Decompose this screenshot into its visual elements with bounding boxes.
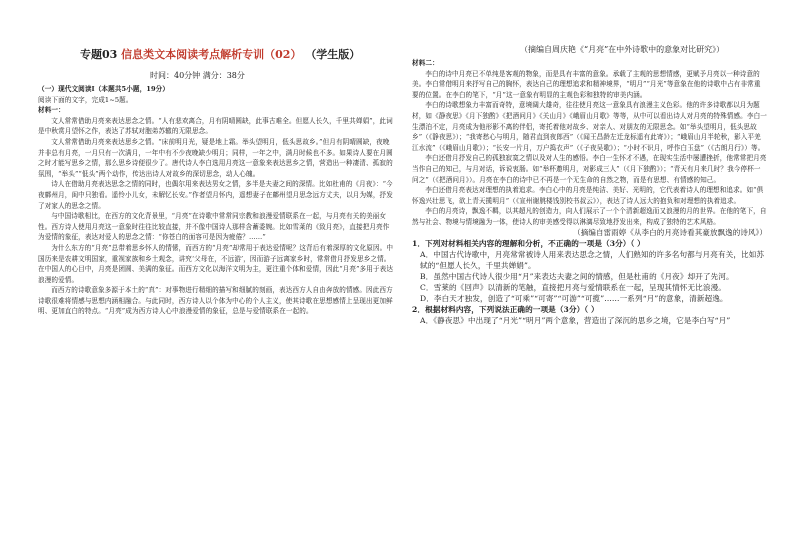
material2-label: 材料二： xyxy=(412,59,439,67)
q1-option-c: C．雪莱的《回声》以清新的笔触，直接把月亮与爱情联系在一起，呈现其情怀无比浪漫。 xyxy=(420,283,726,293)
page-title xyxy=(80,46,380,62)
title-suffix: （学生版） xyxy=(305,48,361,61)
q1-option-b: B．虽然中国古代诗人很少用“月”来表达夫妻之间的情感，但是杜甫的《月夜》却开了先河。 xyxy=(420,272,734,282)
paragraph: 李白的诗中月亮已不单纯是客观的物象，而是具有丰富的意象。承载了主观的思想情感，更赋予月亮以一种诗意的美。李白常借明月来抒写自己的胸怀，表达自己的理想追求和精神境界，“明月”“月光”等意象在他的诗歌中占有非常重要的位置。在李白的笔下，“月”这一意象有明显的主观色彩和独特的审美内涵。 xyxy=(412,69,761,99)
paragraph: 与中国诗歌相比，在西方的文化背景里，“月亮”在诗歌中常常同宗教和浪漫爱情联系在一起，与月亮有关的美丽女性。西方诗人使用月亮这一意象时往往比较直接，并不像中国诗人那样含蓄委婉。比如雪莱的《致月亮》，直接把月亮作为爱情的象征，表达对爱人的思念之情：“你苍白的面容可是因为疲倦？……” xyxy=(38,212,390,242)
q1-option-a: A．中国古代诗歌中，月亮常常被诗人用来表达思念之情，人们熟知的许多名句都与月亮有关，比如苏轼的“但愿人长久，千里共婵娟”。 xyxy=(420,250,765,271)
instruction: 阅读下面的文字，完成1~5题。 xyxy=(38,95,133,104)
paragraph: 而西方的诗歌意象多源于本土的“真”：对事物进行精细的描写和细腻的刻画，表达西方人自由奔放的情感。因此西方诗歌很难将情感与思想内涵相融合。与此同时，西方诗人以个体为中心的个人主义，使其诗歌在思想感情上呈现出更加鲜明、更加直白的特点。“月亮”成为西方诗人心中浪漫爱情的象征，总是与爱情联系在一起的。 xyxy=(38,286,393,316)
material1-label: 材料一： xyxy=(38,106,65,115)
left-column xyxy=(38,84,394,552)
paragraph: 李白的诗歌想象力丰富而奇特，意境阔大雄奇，往往使月亮这一意象具有浪漫主义色彩。他的许多诗歌都以月为题材，如《静夜思》《月下独酌》《把酒问月》《关山月》《峨眉山月歌》等等，从中可以看出诗人对月亮的特殊情感。李白一生漂泊不定，月亮成为他形影不离的伴侣，寄托着他对故乡、对亲人、对朋友的无限思念。如“举头望明月，低头思故乡”（《静夜思》）；“我寄愁心与明月，随君直到夜郎西”（《闻王昌龄左迁龙标遥有此寄》）；“峨眉山月半轮秋，影入平羌江水流”（《峨眉山月歌》）；“长安一片月，万户捣衣声”（《子夜吴歌》）；“小时不识月，呼作白玉盘”（《古朗月行》）等。 xyxy=(412,101,767,152)
question-1: 1．下列对材料相关内容的理解和分析，不正确的一项是（3分）（ ） xyxy=(412,239,645,249)
paragraph: 为什么东方的“月亮”总带着思乡怀人的情愫，而西方的“月亮”却常用于表达爱情呢？这背后有着深厚的文化原因。中国历来是农耕文明国家，重视家族和乡土观念，讲究‘父母在，不远游’，因而游子远离家乡时，常常借月抒发思乡之情。在中国人的心目中，月亮是团圆、美满的象征。而西方文化以海洋文明为主，更注重个体和爱情，因此“月亮”多用于表达浪漫的爱情。 xyxy=(38,243,394,284)
time-score-info: 时间：40分钟 满分：38分 xyxy=(150,71,245,80)
material2-source: （摘编自雷雨婷《从李白的月亮诗看其豪放飘逸的诗风》） xyxy=(573,227,767,237)
q2-option-a: A．《静夜思》中出现了“月光”“明月”两个意象，营造出了深沉的思乡之境，它是李白写“月” xyxy=(420,316,731,326)
paragraph: 李白的月亮诗，飘逸不羁，以其超凡的创造力，向人们展示了一个个清新超逸而又浪漫的月的世界。在他的笔下，自然与社会、物境与情境融为一体，使诗人的审美感受得以淋漓尽致地抒发出来，构成了独特的艺术风格。 xyxy=(412,207,767,226)
paragraph: 诗人在借助月亮表达思念之情的同时，也偶尔用来表达男女之情，多半是夫妻之间的深情。比如杜甫的《月夜》：“今夜鄜州月，闺中只独看。遥怜小儿女，未解忆长安。”作者望月怀内，遥想妻子在鄜州望月思念远方丈夫，以月为媒，抒发了对家人的思念之情。 xyxy=(38,180,393,210)
paragraph: 文人常常借助月亮来表达思乡之情。“床前明月光，疑是地上霜。举头望明月，低头思故乡。”但月有阴晴圆缺，夜晚并非总有月亮，一月只有一次满月，一年中有不少夜晚缺少明月；同样，一年之中，满月时候也不多。如果诗人要在月圆之时才能写思乡之情，那么思乡诗便很少了。唐代诗人李白选用月亮这一意象来表达思乡之情，营造出一种凄清、孤寂的氛围，“举头”“低头”两个动作，传达出诗人对故乡的深切思念，动人心魄。 xyxy=(38,137,393,178)
title-main: 信息类文本阅读考点解析专训（02） xyxy=(121,48,302,61)
section-heading: （一）现代文阅读Ⅰ（本题共5小题，19分） xyxy=(38,85,170,93)
title-prefix: 专题03 xyxy=(80,48,118,61)
question-2: 2．根据材料内容，下列说法正确的一项是（3分）（ ） xyxy=(412,305,599,315)
material1-source: （摘编自周庆艳《“月亮”在中外诗歌中的意象对比研究》） xyxy=(520,45,725,54)
q1-option-d: D．李白天才独发，创造了“可乘”“可寄”“可游”“可揽”……一系列“月”的意象，清新超逸。 xyxy=(420,294,728,304)
paragraph: 李白还借月抒发自己的孤独寂寞之情以及对人生的感悟。李白一生怀才不遇，在现实生活中屡遭挫折，他常常把月亮当作自己的知己，与月对话，诉说衷肠。如“举杯邀明月，对影成三人”（《月下独酌》）；“青天有月来几时？我今停杯一问之”（《把酒问月》）。月亮在李白的诗中已不再是一个无生命的自然之物，而是有思想、有情感的知己。 xyxy=(412,154,767,184)
right-column xyxy=(412,58,767,552)
paragraph: 李白还借月亮表达对理想的执着追求。李白心中的月亮是纯洁、美好、光明的，它代表着诗人的理想和追求。如“俱怀逸兴壮思飞，欲上青天揽明月”（《宣州谢朓楼饯别校书叔云》），表达了诗人远大的抱负和对理想的执着追求。 xyxy=(412,186,764,205)
paragraph: 文人常常借助月亮来表达思念之情。“人有悲欢离合，月有阴晴圆缺，此事古难全。但愿人长久，千里共婵娟”，此词是中秋赏月望怀之作，表达了苏轼对胞弟苏辙的无限思念。 xyxy=(38,116,393,136)
